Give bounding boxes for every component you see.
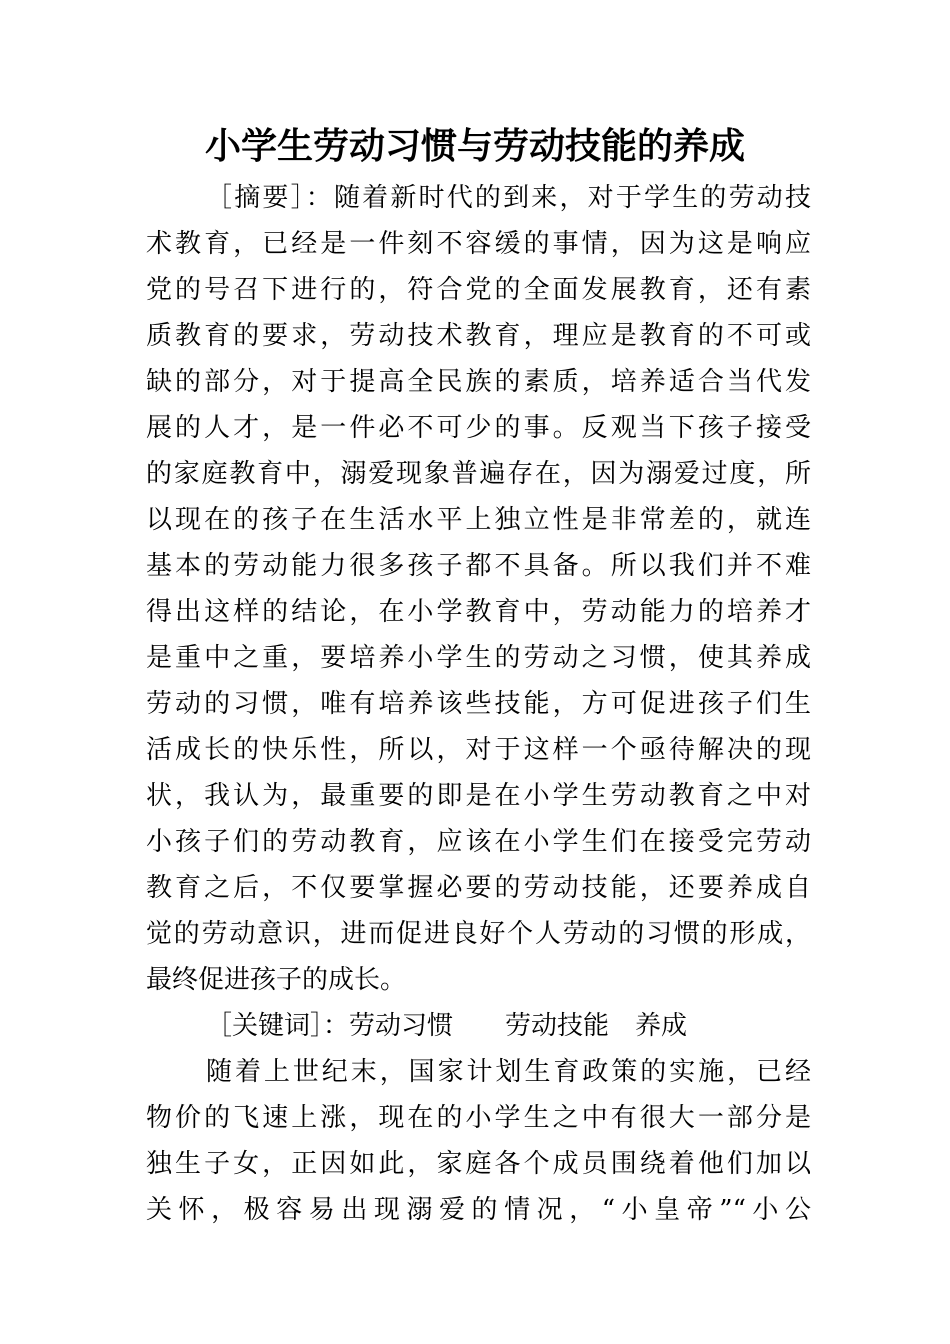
text-line: ［摘要］：随着新时代的到来，对于学生的劳动技: [206, 183, 811, 213]
text-line: 以现在的孩子在生活水平上独立性是非常差的，就连: [146, 505, 811, 535]
text-line: 质教育的要求，劳动技术教育，理应是教育的不可或: [146, 321, 811, 351]
text-line: 关怀，极容易出现溺爱的情况，“小皇帝”“小公: [146, 1195, 811, 1225]
text-line: 最终促进孩子的成长。: [146, 965, 407, 995]
text-line: 得出这样的结论，在小学教育中，劳动能力的培养才: [146, 597, 811, 627]
text-line: 术教育，已经是一件刻不容缓的事情，因为这是响应: [146, 229, 811, 259]
text-line: 是重中之重，要培养小学生的劳动之习惯，使其养成: [146, 643, 811, 673]
text-line: 党的号召下进行的，符合党的全面发展教育，还有素: [146, 275, 811, 305]
text-line: 缺的部分，对于提高全民族的素质，培养适合当代发: [146, 367, 811, 397]
text-line: 的家庭教育中，溺爱现象普遍存在，因为溺爱过度，所: [146, 459, 811, 489]
text-line: 随着上世纪末，国家计划生育政策的实施，已经: [206, 1057, 811, 1087]
text-line: ［关键词］：劳动习惯 劳动技能 养成: [206, 1011, 688, 1041]
text-line: 劳动的习惯，唯有培养该些技能，方可促进孩子们生: [146, 689, 811, 719]
text-line: 基本的劳动能力很多孩子都不具备。所以我们并不难: [146, 551, 811, 581]
text-line: 独生子女，正因如此，家庭各个成员围绕着他们加以: [146, 1149, 811, 1179]
text-line: 状，我认为，最重要的即是在小学生劳动教育之中对: [146, 781, 811, 811]
text-line: 觉的劳动意识，进而促进良好个人劳动的习惯的形成，: [146, 919, 811, 949]
document-body: [146, 175, 811, 1233]
text-line: 小孩子们的劳动教育，应该在小学生们在接受完劳动: [146, 827, 811, 857]
text-line: 教育之后，不仅要掌握必要的劳动技能，还要养成自: [146, 873, 811, 903]
text-line: 活成长的快乐性，所以，对于这样一个亟待解决的现: [146, 735, 811, 765]
text-line: 展的人才，是一件必不可少的事。反观当下孩子接受: [146, 413, 811, 443]
document-title: 小学生劳动习惯与劳动技能的养成: [204, 126, 745, 167]
text-line: 物价的飞速上涨，现在的小学生之中有很大一部分是: [146, 1103, 811, 1133]
